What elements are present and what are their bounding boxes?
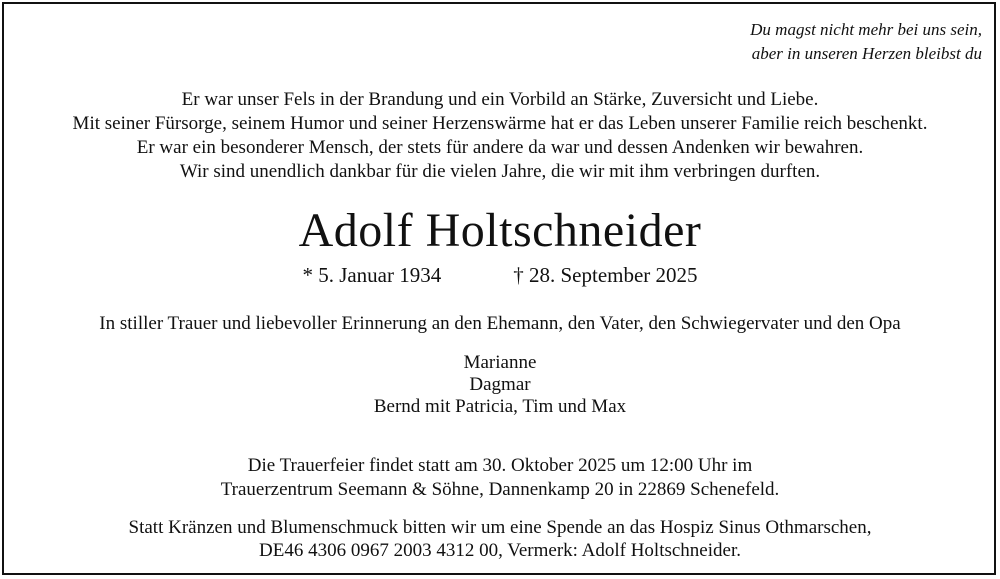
- family-member: Dagmar: [469, 374, 531, 395]
- donation-info: [0, 516, 1000, 562]
- ceremony-line: Trauerzentrum Seemann & Söhne, Dannenkamp 20 in 22869 Schenefeld.: [220, 479, 780, 500]
- deceased-name: Adolf Holtschneider: [298, 204, 702, 257]
- motto-line: Du magst nicht mehr bei uns sein,: [750, 20, 982, 39]
- intro-line: Er war ein besonderer Mensch, der stets für andere da war und dessen Andenken wir bewahren.: [136, 137, 864, 158]
- birth-date: * 5. Januar 1934: [302, 263, 442, 287]
- motto-quote: [750, 18, 982, 66]
- life-dates: [0, 262, 1000, 288]
- donation-line: DE46 4306 0967 2003 4312 00, Vermerk: Adolf Holtschneider.: [259, 540, 741, 561]
- mourning-line: In stiller Trauer und liebevoller Erinnerung an den Ehemann, den Vater, den Schwiegervater und den Opa: [99, 313, 901, 334]
- ceremony-info: [0, 454, 1000, 502]
- family-member: Bernd mit Patricia, Tim und Max: [373, 396, 627, 417]
- family-members: [0, 352, 1000, 418]
- donation-line: Statt Kränzen und Blumenschmuck bitten wir um eine Spende an das Hospiz Sinus Othmarschen,: [128, 517, 872, 538]
- intro-text: [0, 88, 1000, 184]
- intro-line: Mit seiner Fürsorge, seinem Humor und seiner Herzenswärme hat er das Leben unserer Familie reich beschenkt.: [72, 113, 928, 134]
- intro-line: Wir sind unendlich dankbar für die vielen Jahre, die wir mit ihm verbringen durften.: [179, 161, 821, 182]
- family-member: Marianne: [463, 352, 537, 373]
- death-date: † 28. September 2025: [513, 263, 698, 287]
- motto-line: aber in unseren Herzen bleibst du: [751, 44, 982, 63]
- ceremony-line: Die Trauerfeier findet statt am 30. Oktober 2025 um 12:00 Uhr im: [247, 455, 753, 476]
- intro-line: Er war unser Fels in der Brandung und ein Vorbild an Stärke, Zuversicht und Liebe.: [181, 89, 819, 110]
